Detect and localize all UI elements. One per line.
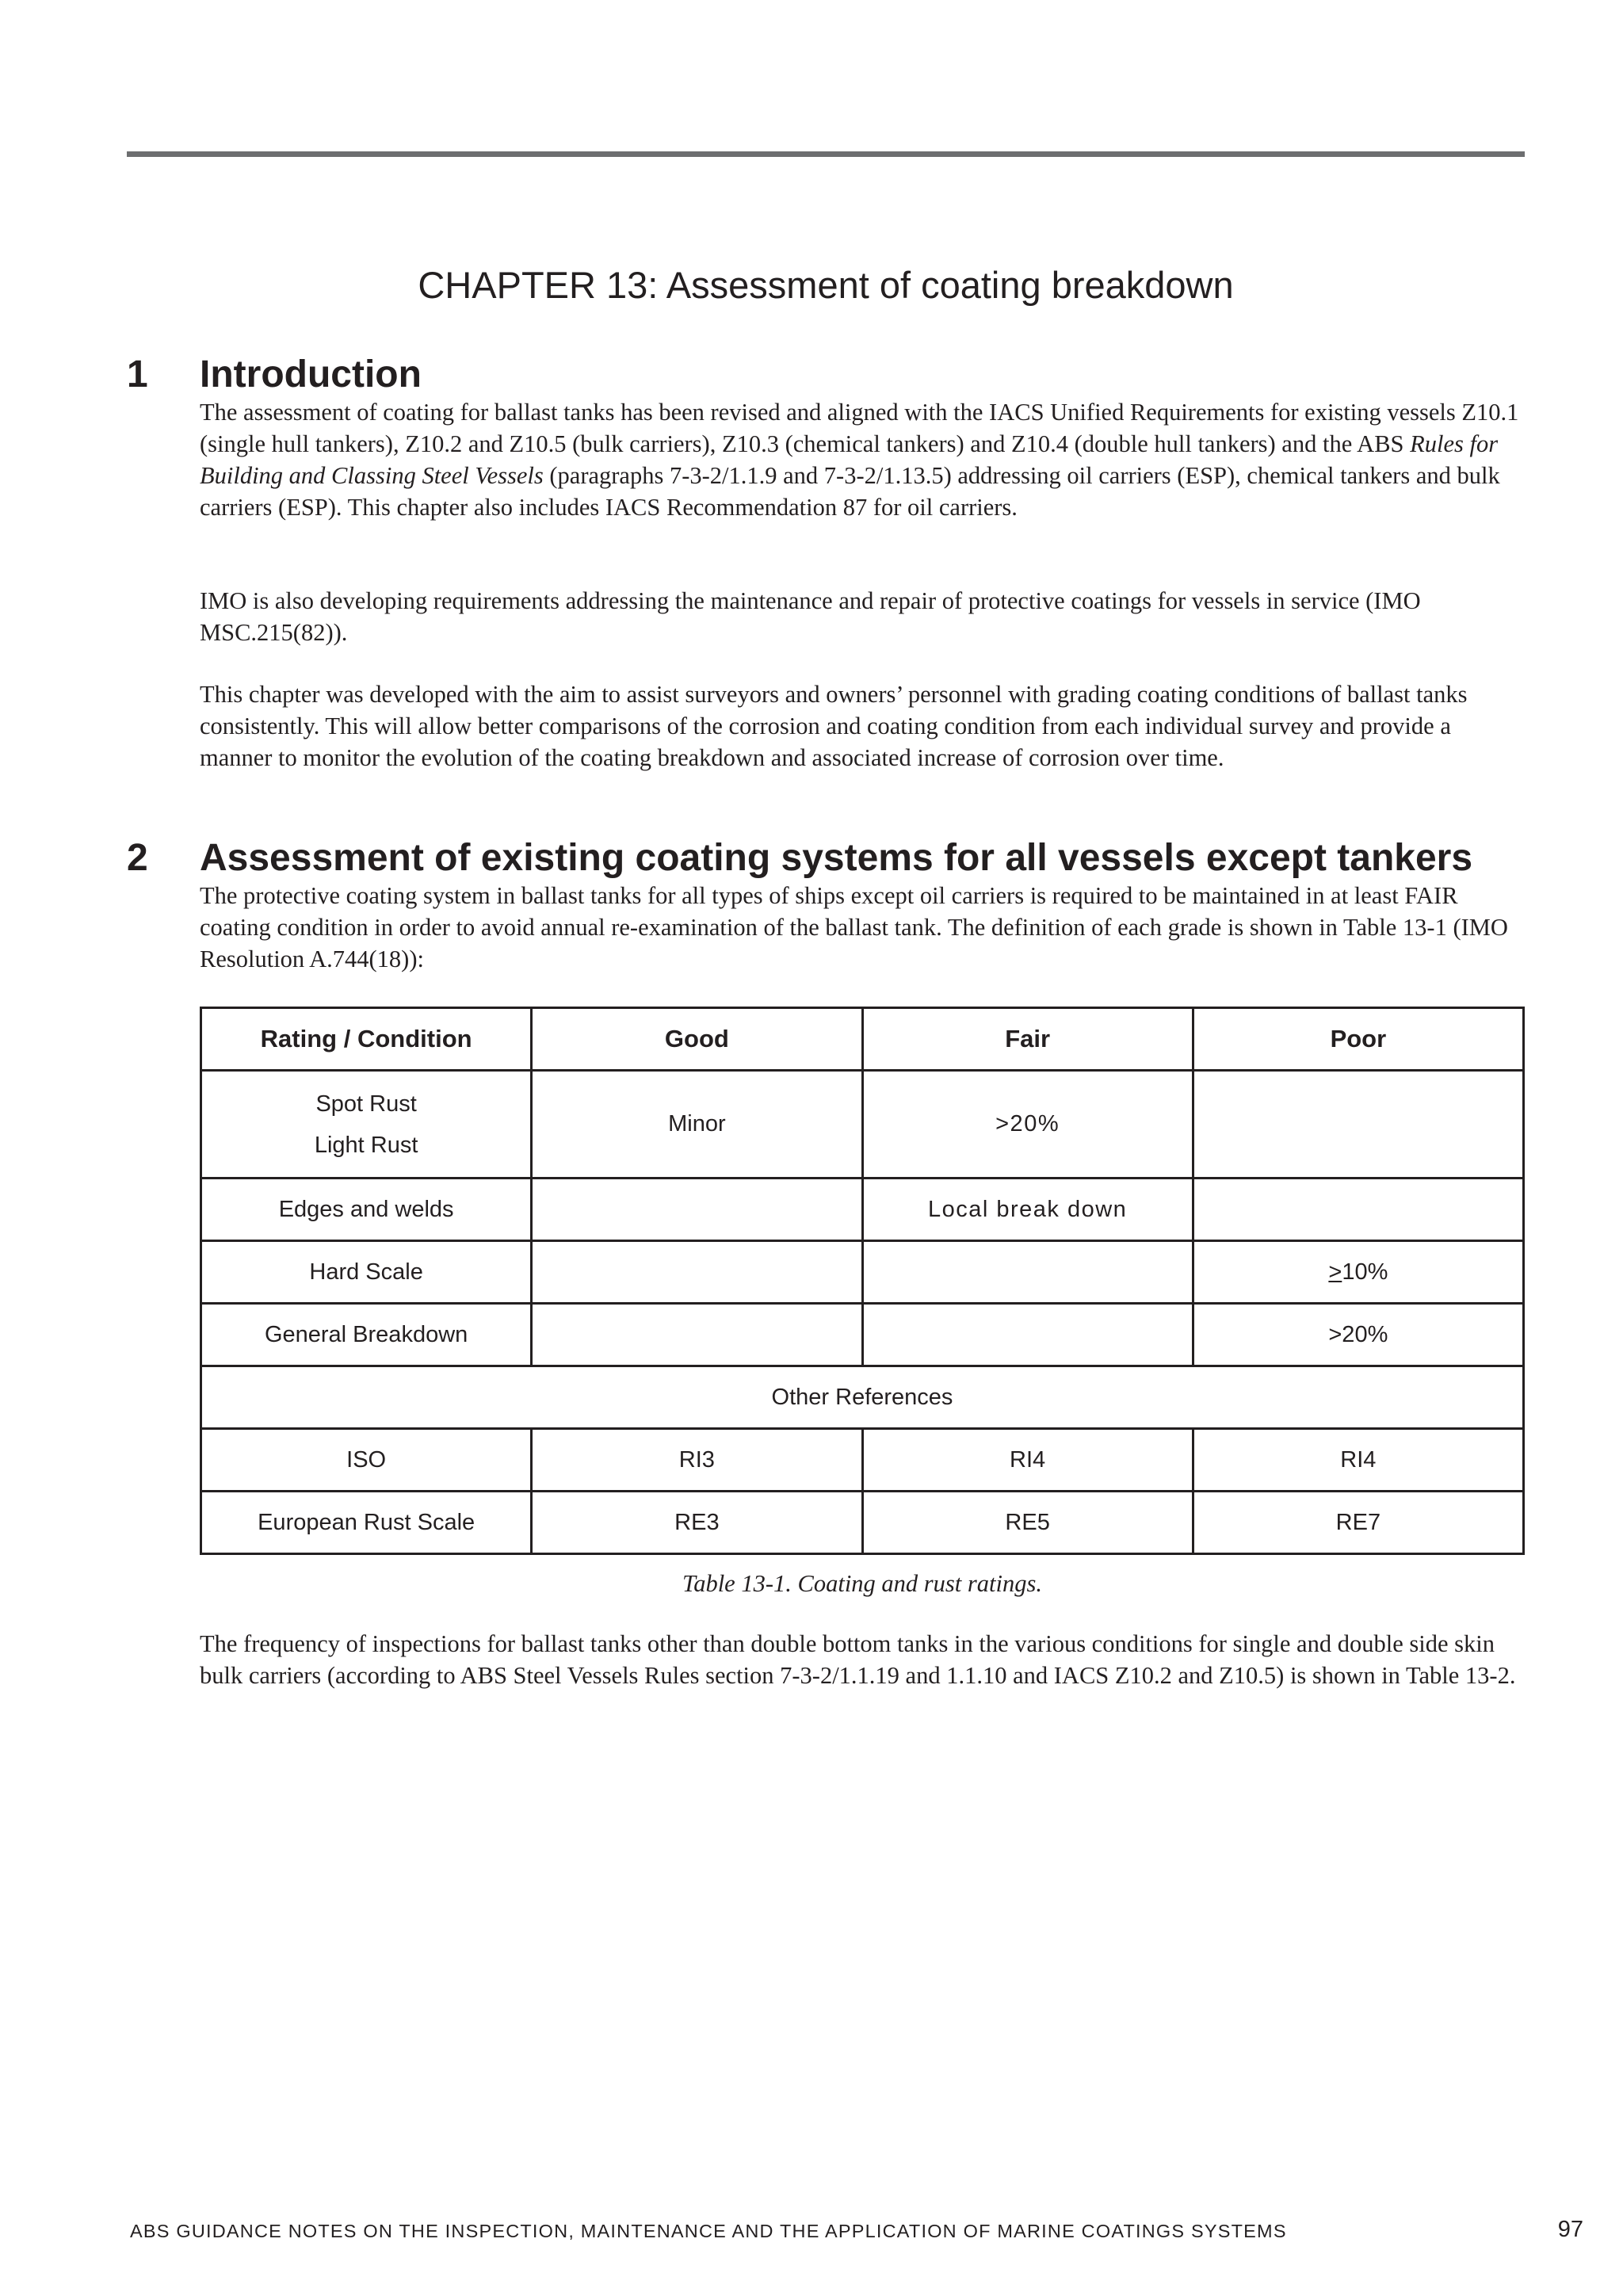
cell-hard-scale-poor [1193, 1241, 1523, 1304]
section-1-heading [127, 352, 1553, 398]
header-rule [127, 151, 1525, 157]
cell-edges-poor [1193, 1179, 1523, 1241]
section-2-paragraph-1: The protective coating system in ballast tanks for all types of ships except oil carriers is required to be maintained in at least FAIR coating condition in order to avoid annual re-examination of the ballast tank. The definition of each grade is shown in Table 13-1 (IMO Resolution A.744(18)): [200, 882, 1508, 972]
section-2-title: Assessment of existing coating systems for all vessels except tankers [200, 837, 1473, 879]
section-2-heading [127, 835, 1553, 881]
abs-rules-title: Rules for Building and Classing Steel Vessels [200, 430, 1499, 489]
cell-hard-scale-good [532, 1241, 862, 1304]
table-row-hard-scale [201, 1241, 1524, 1304]
cell-hard-scale-fair [862, 1241, 1193, 1304]
cell-european-label: European Rust Scale [201, 1492, 532, 1554]
cell-general-label: General Breakdown [201, 1304, 532, 1366]
intro-paragraph-3: This chapter was developed with the aim to assist surveyors and owners’ personnel with grading coating conditions of ballast tanks consistently. This will allow better comparisons of the corrosion and coating condition from each individual survey and provide a manner to monitor the evolution of the coating breakdown and associated increase of corrosion over time. [200, 681, 1468, 771]
greater-equal-symbol: > [1328, 1259, 1342, 1285]
section-1-number: 1 [127, 353, 148, 395]
table-row-edges [201, 1179, 1524, 1241]
cell-edges-label: Edges and welds [201, 1179, 532, 1241]
cell-rust-label [201, 1071, 532, 1179]
coating-rust-ratings-table [200, 1007, 1525, 1555]
intro-paragraph-2: IMO is also developing requirements addressing the maintenance and repair of protective coatings for vessels in service (IMO MSC.215(82)). [200, 587, 1421, 646]
cell-general-fair [862, 1304, 1193, 1366]
hard-scale-poor-value: 10% [1342, 1259, 1388, 1285]
cell-european-fair: RE5 [862, 1492, 1193, 1554]
cell-edges-fair: Local break down [862, 1179, 1193, 1241]
chapter-title: CHAPTER 13: Assessment of coating breakdown [418, 264, 1234, 306]
header-fair: Fair [862, 1008, 1193, 1071]
header-good: Good [532, 1008, 862, 1071]
cell-european-good: RE3 [532, 1492, 862, 1554]
section-2-number: 2 [127, 837, 148, 879]
spot-rust-label: Spot Rust [315, 1091, 417, 1117]
header-rating-condition: Rating / Condition [201, 1008, 532, 1071]
cell-other-references: Other References [201, 1366, 1524, 1429]
table-caption: Table 13-1. Coating and rust ratings. [682, 1570, 1042, 1597]
cell-european-poor: RE7 [1193, 1492, 1523, 1554]
cell-iso-fair: RI4 [862, 1429, 1193, 1492]
table-row-rust [201, 1071, 1524, 1179]
cell-general-good [532, 1304, 862, 1366]
cell-edges-good [532, 1179, 862, 1241]
intro-paragraph-1: The assessment of coating for ballast tanks has been revised and aligned with the IACS Unified Requirements for existing vessels Z10.1 (single hull tankers), Z10.2 and Z10.5 (bulk carriers), Z10.3 (chemical tankers) and Z10.4 (double hull tankers) and the ABS Rules for Building and Classing Steel Vessels (paragraphs 7-3-2/1.1.9 and 7-3-2/1.13.5) addressing oil carriers (ESP), chemical tankers and bulk carriers (ESP). This chapter also includes IACS Recommendation 87 for oil carriers. [200, 399, 1519, 521]
page-number: 97 [1557, 2217, 1583, 2242]
table-header-row [201, 1008, 1524, 1071]
cell-iso-label: ISO [201, 1429, 532, 1492]
table-row-general-breakdown [201, 1304, 1524, 1366]
cell-rust-poor [1193, 1071, 1523, 1179]
header-poor: Poor [1193, 1008, 1523, 1071]
section-2-paragraph-2: The frequency of inspections for ballast tanks other than double bottom tanks in the various conditions for single and double side skin bulk carriers (according to ABS Steel Vessels Rules section 7-3-2/1.1.19 and 1.1.10 and IACS Z10.2 and Z10.5) is shown in Table 13-2. [200, 1630, 1516, 1689]
footer-publication-title: ABS GUIDANCE NOTES ON THE INSPECTION, MAINTENANCE AND THE APPLICATION OF MARINE COATINGS SYSTEMS [130, 2221, 1287, 2241]
section-1-title: Introduction [200, 353, 422, 395]
cell-hard-scale-label: Hard Scale [201, 1241, 532, 1304]
cell-iso-good: RI3 [532, 1429, 862, 1492]
table-row-iso [201, 1429, 1524, 1492]
table-row-european-rust-scale [201, 1492, 1524, 1554]
cell-general-poor: >20% [1193, 1304, 1523, 1366]
table-row-other-references [201, 1366, 1524, 1429]
light-rust-label: Light Rust [314, 1132, 418, 1158]
cell-rust-fair: >20% [862, 1071, 1193, 1179]
cell-rust-good: Minor [532, 1071, 862, 1179]
cell-iso-poor: RI4 [1193, 1429, 1523, 1492]
